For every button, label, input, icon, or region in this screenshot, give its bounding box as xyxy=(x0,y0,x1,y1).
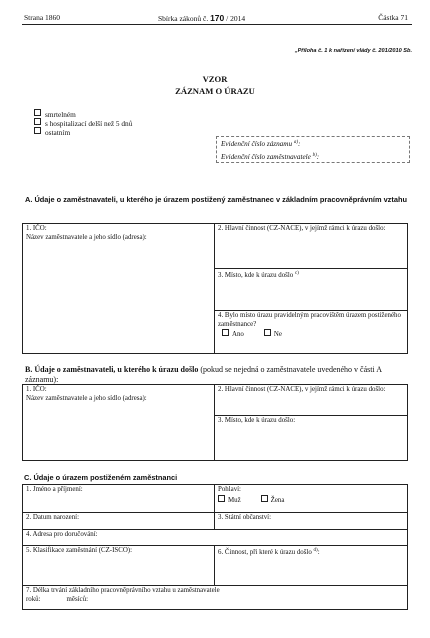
gender-female-label: Žena xyxy=(270,496,285,504)
main-activity-cell[interactable] xyxy=(215,224,408,269)
employer-id-cell[interactable] xyxy=(23,224,215,354)
header-rule xyxy=(22,24,412,25)
address-cell[interactable] xyxy=(23,530,408,546)
checkbox-square[interactable] xyxy=(261,495,268,502)
gender-male[interactable] xyxy=(218,497,241,504)
ico-label: 1. IČO: xyxy=(26,386,47,393)
gender-label: Pohlaví: xyxy=(218,486,241,493)
form-title-template: VZOR xyxy=(202,74,228,84)
section-b-title: B. Údaje o zaměstnavateli, u kterého k úrazu došlo xyxy=(25,365,199,374)
citizenship-cell[interactable] xyxy=(215,513,408,530)
footnote-marker: a) xyxy=(293,140,299,145)
section-b-table xyxy=(22,384,408,461)
record-number-label: Evidenční číslo záznamu xyxy=(221,140,293,148)
section-b-heading xyxy=(25,365,410,384)
evidence-box[interactable] xyxy=(216,136,410,163)
classification-cell[interactable] xyxy=(23,546,215,586)
section-a-table xyxy=(22,223,408,354)
part-number: Částka 71 xyxy=(378,13,408,22)
collection-reference xyxy=(158,13,245,23)
main-activity-label: 2. Hlavní činnost (CZ-NACE), v jejímž rámci k úrazu došlo: xyxy=(218,386,386,393)
checkbox-square[interactable] xyxy=(34,127,41,134)
employer-number-label: Evidenční číslo zaměstnavatele xyxy=(221,153,311,161)
footnote-marker: c) xyxy=(294,271,299,276)
gender-male-label: Muž xyxy=(228,496,241,504)
activity-cell[interactable]: 6. Činnost, při které k úrazu došlo $^{d)}$: xyxy=(215,546,408,586)
answer-yes-label: Ano xyxy=(232,331,244,338)
answer-yes[interactable] xyxy=(222,331,244,338)
section-b-note: (pokud se nejedná o zaměstnavatele uvedeného v části A záznamu): xyxy=(25,365,382,384)
injury-place-cell[interactable] xyxy=(215,416,408,461)
checkbox-square[interactable] xyxy=(34,118,41,125)
form-title: ZÁZNAM O ÚRAZU xyxy=(175,86,255,96)
duration-label: 7. Délka trvání základního pracovněprávního vztahu u zaměstnavatele xyxy=(26,587,220,594)
birth-date-cell[interactable] xyxy=(23,513,215,530)
employer-number-field[interactable]: Evidenční číslo zaměstnavatele $^{b)}$: xyxy=(221,153,320,161)
checkbox-square[interactable] xyxy=(218,495,225,502)
section-a-heading: A. Údaje o zaměstnavateli, u kterého je úrazem postižený zaměstnanec v základním pracovněprávním vztahu xyxy=(25,195,407,204)
page-number: Strana 1860 xyxy=(24,13,61,22)
full-name-label: 1. Jméno a příjmení: xyxy=(26,486,83,493)
duration-months-label: měsíců: xyxy=(66,595,88,603)
classification-label: 5. Klasifikace zaměstnání (CZ-ISCO): xyxy=(26,547,133,554)
answer-no-label: Ne xyxy=(273,331,282,338)
duration-cell[interactable] xyxy=(23,586,408,610)
employer-name-label: Název zaměstnavatele a jeho sídlo (adresa): xyxy=(26,394,147,402)
checkbox-label: ostatním xyxy=(45,128,71,137)
checkbox-square[interactable] xyxy=(34,109,41,116)
main-activity-label: 2. Hlavní činnost (CZ-NACE), v jejímž rámci k úrazu došlo: xyxy=(218,225,386,232)
section-c-table xyxy=(22,484,408,610)
main-activity-cell[interactable] xyxy=(215,385,408,416)
record-number-field[interactable]: Evidenční číslo záznamu $^{a)}$: xyxy=(221,140,301,148)
ico-label: 1. IČO: xyxy=(26,225,47,232)
duration-years-label: roků: xyxy=(26,595,41,603)
footnote-marker: b) xyxy=(312,153,317,158)
birth-date-label: 2. Datum narození: xyxy=(26,514,80,521)
law-year: / 2014 xyxy=(226,14,246,23)
employer-b-id-cell[interactable] xyxy=(23,385,215,461)
regular-workplace-cell[interactable] xyxy=(215,311,408,354)
activity-label: 6. Činnost, při které k úrazu došlo xyxy=(218,549,312,556)
employer-name-label: Název zaměstnavatele a jeho sídlo (adresa): xyxy=(26,233,147,241)
full-name-cell[interactable] xyxy=(23,485,215,513)
gender-cell[interactable] xyxy=(215,485,408,513)
checkbox-square[interactable] xyxy=(264,329,271,336)
citizenship-label: 3. Státní občanství: xyxy=(218,514,272,521)
gender-female[interactable] xyxy=(261,497,285,504)
injury-place-label: 3. Místo, kde k úrazu došlo: xyxy=(218,417,296,424)
footnote-marker: d) xyxy=(313,548,318,553)
annex-note: „Příloha č. 1 k nařízení vlády č. 201/2010 Sb. xyxy=(294,48,412,54)
checkbox-other[interactable] xyxy=(34,127,70,137)
checkbox-label: s hospitalizací delší než 5 dnů xyxy=(45,119,133,128)
address-label: 4. Adresa pro doručování: xyxy=(26,531,98,538)
checkbox-square[interactable] xyxy=(222,329,229,336)
injury-place-cell[interactable] xyxy=(215,269,408,311)
checkbox-label: smrtelném xyxy=(45,110,76,119)
collection-prefix: Sbírka zákonů č. xyxy=(158,14,209,23)
law-number: 170 xyxy=(210,13,225,23)
section-c-heading: C. Údaje o úrazem postiženém zaměstnanci xyxy=(24,473,178,482)
injury-place-label: 3. Místo, kde k úrazu došlo xyxy=(218,272,294,279)
answer-no[interactable] xyxy=(264,331,282,338)
regular-workplace-label: 4. Bylo místo úrazu pravidelným pracovištěm úrazem postiženého zaměstnance? xyxy=(218,312,401,328)
